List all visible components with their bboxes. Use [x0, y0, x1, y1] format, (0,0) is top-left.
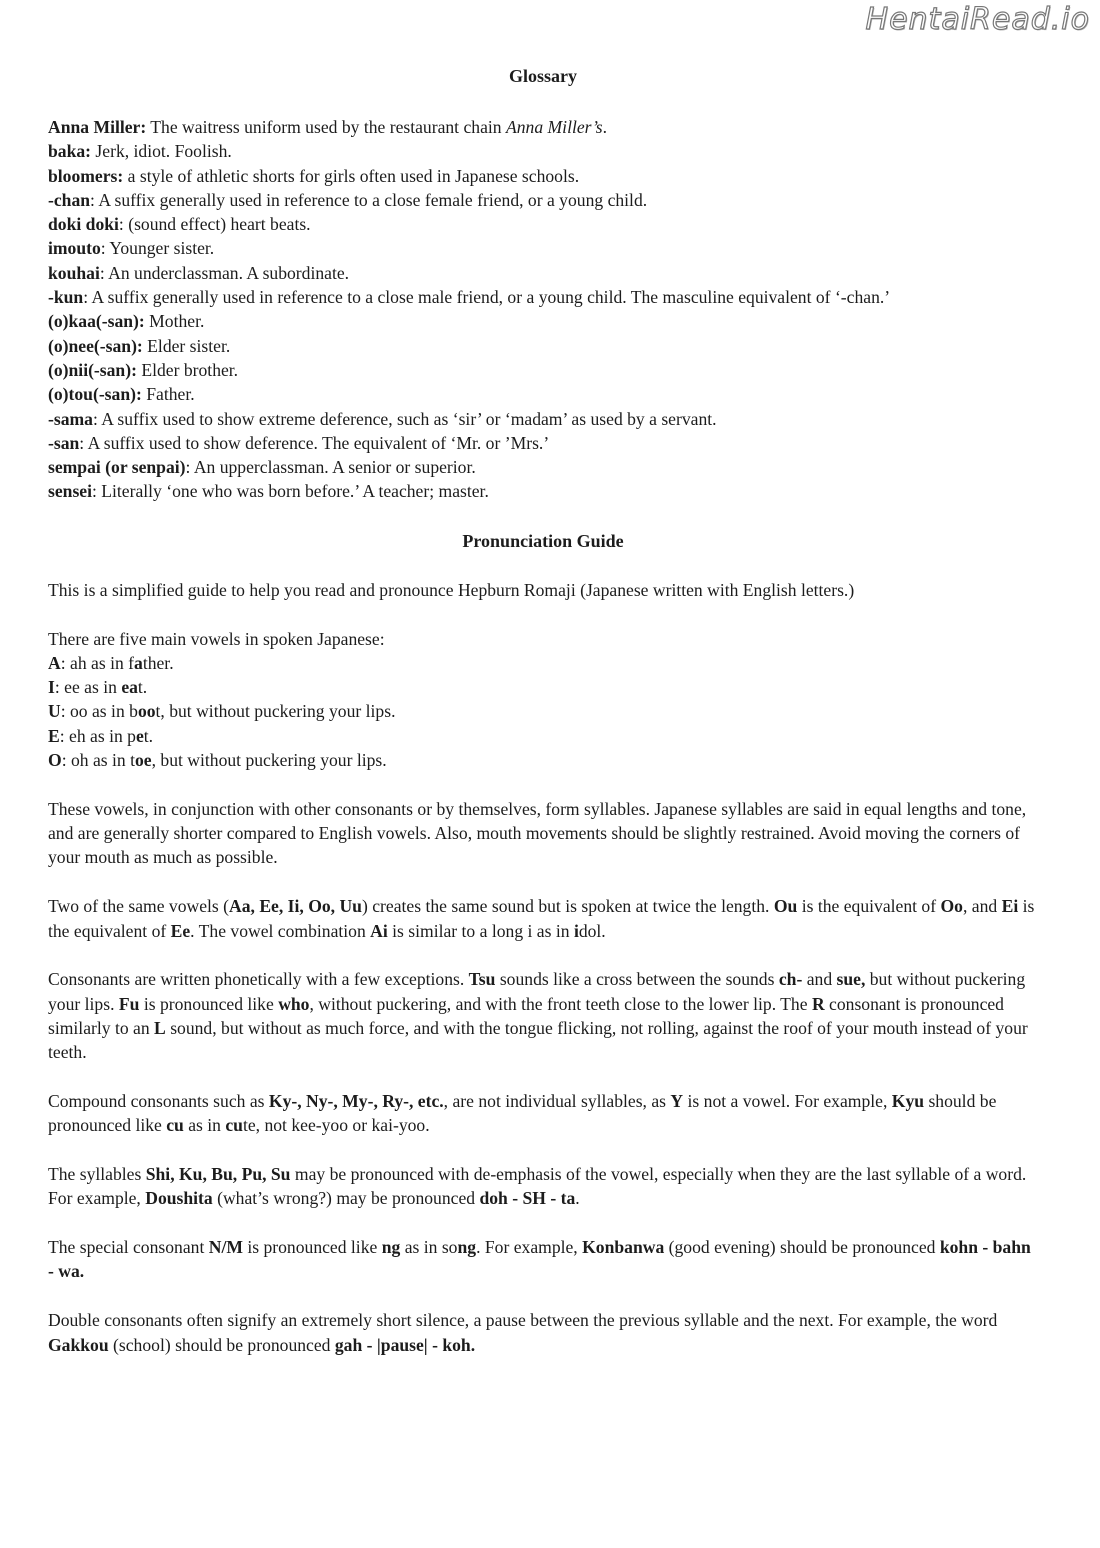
paragraph-text: The special consonant — [48, 1237, 209, 1258]
glossary-term: -sama — [48, 408, 93, 429]
vowel-text: : oh as in t — [61, 750, 135, 771]
vowel-letter: U — [48, 701, 61, 722]
glossary-term: (o)nii(-san): — [48, 359, 137, 380]
vowel-line — [48, 699, 1038, 723]
paragraph-text: is not a vowel. For example, — [683, 1091, 892, 1111]
glossary-definition: : A suffix used to show extreme deference, such as ‘sir’ or ‘madam’ as used by a servant. — [92, 408, 717, 429]
glossary-entry — [48, 115, 1038, 139]
paragraph-bold-text: Doushita — [145, 1188, 213, 1209]
paragraph-text: (school) should be pronounced — [108, 1334, 335, 1355]
glossary-definition: a style of athletic shorts for girls often used in Japanese schools. — [123, 165, 580, 186]
watermark-logo: HentaiRead.io — [865, 2, 1090, 37]
paragraph-text: but without puckering your lips. — [48, 969, 1026, 1014]
vowel-emphasis: oe — [135, 750, 152, 771]
vowel-letter: I — [48, 677, 55, 698]
glossary-entry — [48, 407, 1038, 431]
glossary-definition: Jerk, idiot. Foolish. — [91, 141, 232, 162]
paragraph-text: as in — [183, 1115, 226, 1136]
paragraph-text: dol. — [578, 920, 606, 941]
glossary-term: baka: — [48, 141, 92, 162]
paragraph-text: is pronounced like — [139, 993, 279, 1014]
vowel-line — [48, 724, 1038, 748]
glossary-definition: : An underclassman. A subordinate. — [99, 262, 350, 283]
glossary-entry — [48, 139, 1038, 163]
paragraph-bold-text: Tsu — [468, 969, 496, 990]
paragraph-bold-text: i — [573, 920, 579, 941]
glossary-entry — [48, 431, 1038, 455]
pronunciation-paragraph — [48, 967, 1038, 1064]
vowel-line — [48, 748, 1038, 772]
vowels-intro: There are five main vowels in spoken Japanese: — [48, 628, 385, 649]
paragraph-bold-text: sue, — [836, 969, 866, 990]
glossary-entry — [48, 479, 1038, 503]
paragraph-text: , without puckering, and with the front teeth close to the lower lip. The — [309, 993, 812, 1014]
vowel-text: t. — [137, 677, 148, 698]
glossary-definition: : A suffix used to show deference. The equivalent of ‘Mr. or ’Mrs.’ — [79, 432, 550, 453]
paragraph-text: Two of the same vowels ( — [48, 896, 230, 917]
glossary-definition: Elder sister. — [142, 335, 231, 356]
glossary-definition: : A suffix generally used in reference to a close female friend, or a young child. — [90, 189, 648, 210]
glossary-definition-italic: Anna Miller’s — [505, 117, 603, 137]
document-page — [48, 64, 1038, 1381]
glossary-definition: : An upperclassman. A senior or superior. — [185, 457, 476, 478]
vowels-block — [48, 627, 1038, 773]
paragraph-bold-text: Y — [670, 1091, 684, 1111]
glossary-entry — [48, 188, 1038, 212]
paragraph-bold-text: who — [278, 993, 310, 1014]
pronunciation-paragraph — [48, 797, 1038, 870]
pronunciation-paragraph — [48, 1089, 1038, 1138]
paragraph-text: is the equivalent of — [48, 896, 1035, 941]
paragraph-text: ) creates the same sound but is spoken at twice the length. — [361, 896, 774, 917]
paragraph-text: . The vowel combination — [190, 920, 371, 941]
glossary-definition: : (sound effect) heart beats. — [118, 214, 311, 235]
paragraph-bold-text: kohn - bahn - wa. — [48, 1237, 1031, 1282]
glossary-entry — [48, 309, 1038, 333]
vowel-text: ther. — [142, 652, 174, 673]
vowel-emphasis: e — [135, 725, 144, 746]
paragraph-bold-text: Gakkou — [48, 1334, 109, 1355]
paragraph-text: , and — [962, 896, 1002, 917]
pronunciation-title: Pronunciation Guide — [462, 530, 624, 551]
paragraph-text: te, not kee-yoo or kai-yoo. — [242, 1115, 430, 1136]
vowel-text: : eh as in p — [59, 725, 136, 746]
glossary-entry — [48, 164, 1038, 188]
paragraph-bold-text: N/M — [208, 1237, 243, 1258]
paragraph-bold-text: R — [811, 993, 825, 1014]
paragraph-bold-text: cu — [166, 1115, 184, 1136]
paragraph-text: Consonants are written phonetically with a few exceptions. — [48, 969, 469, 990]
paragraph-text: Double consonants often signify an extremely short silence, a pause between the previous syllable and the next. For example, the word — [48, 1310, 998, 1331]
glossary-term: bloomers: — [48, 165, 124, 186]
glossary-list — [48, 115, 1038, 504]
pronunciation-intro: This is a simplified guide to help you read and pronounce Hepburn Romaji (Japanese written with English letters.) — [48, 579, 855, 600]
glossary-entry — [48, 236, 1038, 260]
paragraph-bold-text: Aa, Ee, Ii, Oo, Uu — [229, 896, 362, 917]
glossary-definition: The waitress uniform used by the restaurant chain — [146, 117, 506, 137]
glossary-entry — [48, 334, 1038, 358]
pronunciation-paragraph — [48, 1162, 1038, 1211]
glossary-definition: : Younger sister. — [100, 238, 215, 259]
paragraph-bold-text: ch- — [778, 969, 803, 990]
paragraph-bold-text: L — [154, 1017, 166, 1038]
paragraph-bold-text: gah - |pause| - koh. — [334, 1334, 476, 1355]
glossary-term: sensei — [48, 481, 92, 502]
paragraph-text: These vowels, in conjunction with other consonants or by themselves, form syllables. Japanese syllables are said in equal lengths and tone, and are generally shorter compared to English vowels. Also, mouth movements should be slightly restrained. Avoid moving the corners of your mouth as much as possible. — [48, 798, 1027, 868]
glossary-term: Anna Miller: — [48, 117, 147, 137]
glossary-entry — [48, 285, 1038, 309]
paragraph-text: , are not individual syllables, as — [443, 1091, 671, 1111]
paragraph-text: sounds like a cross between the sounds — [495, 969, 779, 990]
paragraph-text: . — [575, 1188, 580, 1209]
paragraph-bold-text: Oo — [940, 896, 963, 917]
glossary-entry — [48, 382, 1038, 406]
glossary-entry — [48, 455, 1038, 479]
glossary-entry — [48, 261, 1038, 285]
paragraph-bold-text: doh - SH - ta — [479, 1188, 576, 1209]
glossary-term: -chan — [48, 189, 91, 210]
paragraph-text: should be pronounced like — [48, 1091, 997, 1136]
vowel-letter: A — [48, 652, 61, 673]
pronunciation-paragraph — [48, 1235, 1038, 1284]
vowel-text: , but without puckering your lips. — [151, 750, 387, 771]
vowel-emphasis: ea — [121, 677, 138, 698]
glossary-term: kouhai — [48, 262, 100, 283]
paragraph-text: and — [802, 969, 837, 990]
pronunciation-paragraph — [48, 1308, 1038, 1357]
glossary-term: doki doki — [48, 214, 119, 235]
vowel-emphasis: oo — [137, 701, 156, 722]
paragraph-text: . For example, — [476, 1237, 583, 1258]
paragraph-bold-text: Ee — [170, 920, 191, 941]
paragraph-bold-text: cu — [225, 1115, 243, 1136]
paragraph-text: (what’s wrong?) may be pronounced — [212, 1188, 480, 1209]
paragraph-text: may be pronounced with de-emphasis of the vowel, especially when they are the last syllable of a word. For example, — [48, 1164, 1027, 1209]
vowel-emphasis: a — [134, 652, 143, 673]
vowel-line — [48, 675, 1038, 699]
vowel-text: : ee as in — [54, 677, 122, 698]
glossary-definition: : A suffix generally used in reference to a close male friend, or a young child. The masculine equivalent of ‘-chan.’ — [83, 287, 891, 308]
vowel-text: : ah as in f — [60, 652, 135, 673]
paragraph-bold-text: ng — [457, 1237, 477, 1258]
paragraph-text: is similar to a long i as in — [387, 920, 574, 941]
vowel-letter: E — [48, 725, 60, 746]
paragraph-text: Compound consonants such as — [48, 1091, 269, 1111]
glossary-definition-tail: . — [602, 117, 607, 137]
glossary-term: (o)tou(-san): — [48, 384, 142, 405]
vowel-list — [48, 651, 1038, 772]
paragraph-text: as in so — [400, 1237, 458, 1258]
vowel-line — [48, 651, 1038, 675]
vowel-letter: O — [48, 750, 62, 771]
paragraph-text: is the equivalent of — [797, 896, 941, 917]
glossary-definition: Elder brother. — [136, 359, 239, 380]
glossary-term: (o)kaa(-san): — [48, 311, 145, 332]
glossary-definition: Father. — [141, 384, 195, 405]
pronunciation-paragraph — [48, 894, 1038, 943]
pronunciation-paragraphs — [48, 797, 1038, 1357]
glossary-term: (o)nee(-san): — [48, 335, 143, 356]
paragraph-bold-text: Kyu — [891, 1091, 925, 1111]
vowel-text: : oo as in b — [60, 701, 138, 722]
paragraph-text: (good evening) should be pronounced — [664, 1237, 940, 1258]
glossary-term: -san — [48, 432, 80, 453]
vowel-text: t, but without puckering your lips. — [155, 701, 396, 722]
glossary-title: Glossary — [508, 66, 577, 86]
glossary-term: sempai (or senpai) — [48, 457, 186, 478]
paragraph-text: consonant is pronounced similarly to an — [48, 993, 1004, 1038]
paragraph-text: The syllables — [48, 1164, 146, 1185]
glossary-entry — [48, 358, 1038, 382]
glossary-definition: Mother. — [144, 311, 205, 332]
paragraph-bold-text: Ai — [370, 920, 388, 941]
glossary-term: imouto — [48, 238, 101, 259]
paragraph-bold-text: Shi, Ku, Bu, Pu, Su — [145, 1164, 291, 1185]
glossary-entry — [48, 212, 1038, 236]
vowel-text: t. — [143, 725, 154, 746]
paragraph-bold-text: Konbanwa — [582, 1237, 665, 1258]
paragraph-bold-text: Fu — [118, 993, 140, 1014]
paragraph-bold-text: Ou — [773, 896, 798, 917]
paragraph-text: is pronounced like — [242, 1237, 382, 1258]
glossary-term: -kun — [48, 287, 84, 308]
glossary-definition: : Literally ‘one who was born before.’ A teacher; master. — [91, 481, 489, 502]
paragraph-bold-text: ng — [381, 1237, 401, 1258]
paragraph-bold-text: Ei — [1001, 896, 1019, 917]
paragraph-text: sound, but without as much force, and with the tongue flicking, not rolling, against the roof of your mouth instead of your teeth. — [48, 1017, 1028, 1063]
paragraph-bold-text: Ky-, Ny-, My-, Ry-, etc. — [268, 1091, 444, 1111]
